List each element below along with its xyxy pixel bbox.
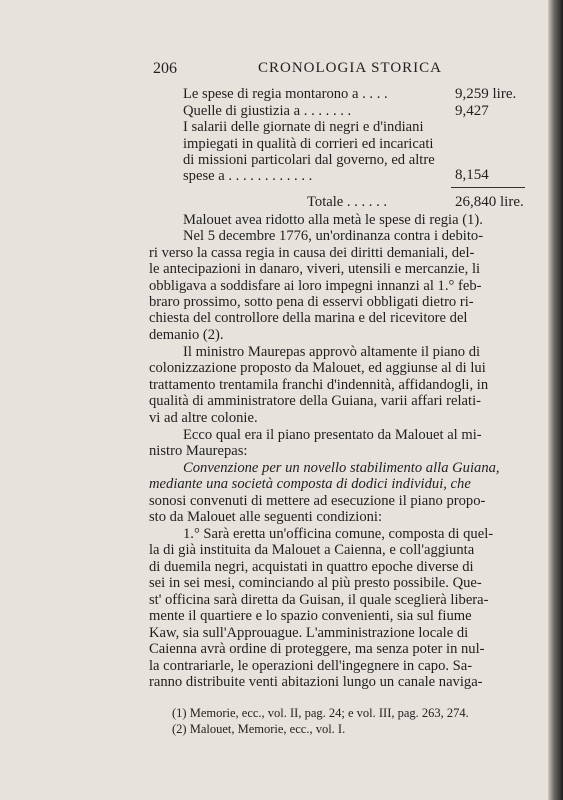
expense-amount: 9,259 lire.	[455, 86, 517, 102]
body-line: sei in sei mesi, cominciando al più presto possibile. Que-	[149, 575, 482, 591]
body-line: Kaw, sia sull'Approuague. L'amministrazione locale di	[149, 625, 469, 641]
sum-rule	[451, 187, 525, 188]
total-label: Totale . . . . . .	[307, 194, 388, 210]
body-line: colonizzazione proposto da Malouet, ed aggiunse al di lui	[149, 360, 486, 376]
body-line: ri verso la cassa regia in causa dei diritti demaniali, del-	[149, 245, 475, 261]
body-line: st' officina sarà diretta da Guisan, il quale sceglierà libera-	[149, 592, 489, 608]
body-line: braro prossimo, sotto pena di esservi obbligati dietro ri-	[149, 294, 474, 310]
expense-label: I salarii delle giornate di negri e d'indiani	[183, 119, 424, 135]
body-line: di duemila negri, acquistati in quattro epoche diverse di	[149, 559, 474, 575]
body-line: obbligava a soddisfare ai loro impegni innanzi al 1.° feb-	[149, 278, 482, 294]
expense-label: Le spese di regia montarono a . . . .	[183, 86, 388, 102]
body-line: mente il quartiere e lo spazio convenienti, sia sul fiume	[149, 608, 472, 624]
body-line: trattamento trentamila franchi d'indennità, affidandogli, in	[149, 377, 489, 393]
body-line-italic	[149, 476, 471, 492]
body-line: Il ministro Maurepas approvò altamente il piano di	[183, 344, 481, 360]
body-line: la contrariarle, le operazioni dell'ingegnere in capo. Sa-	[149, 658, 473, 674]
expense-amount: 9,427	[455, 103, 489, 119]
convention-title-cont: mediante una società composta di dodici individui, che	[149, 476, 471, 492]
body-line: sonosi convenuti di mettere ad esecuzione il piano propo-	[149, 493, 486, 509]
body-line: le antecipazioni in danaro, viveri, utensili e mercanzie, li	[149, 261, 481, 277]
running-title: CRONOLOGIA STORICA	[258, 60, 442, 76]
expense-amount: 8,154	[455, 167, 489, 183]
body-line: la di già instituita da Malouet a Caienna, e coll'aggiunta	[149, 542, 475, 558]
body-line: qualità di amministratore della Guiana, varii affari relati-	[149, 393, 482, 409]
body-line: 1.° Sarà eretta un'officina comune, composta di quel-	[183, 526, 494, 542]
expense-label: spese a . . . . . . . . . . . .	[183, 168, 313, 184]
footnote: (2) Malouet, Memorie, ecc., vol. I.	[172, 722, 346, 736]
body-line: Caienna avrà ordine di proteggere, ma senza poter in nul-	[149, 641, 485, 657]
expense-label: impiegati in qualità di corrieri ed incaricati	[183, 136, 434, 152]
total-amount: 26,840 lire.	[455, 194, 524, 210]
body-line: Nel 5 decembre 1776, un'ordinanza contra i debito-	[183, 228, 484, 244]
body-line: sto da Malouet alle seguenti condizioni:	[149, 509, 383, 525]
book-spine-shadow	[548, 0, 563, 800]
body-line: demanio (2).	[149, 327, 224, 343]
expense-label: di missioni particolari dal governo, ed altre	[183, 152, 435, 168]
body-line: ranno distribuite venti abitazioni lungo un canale naviga-	[149, 674, 483, 690]
convention-title: Convenzione per un novello stabilimento alla Guiana,	[183, 460, 500, 476]
body-line: vi ad altre colonie.	[149, 410, 258, 426]
expense-label: Quelle di giustizia a . . . . . . .	[183, 103, 352, 119]
body-line: nistro Maurepas:	[149, 443, 248, 459]
body-line: Ecco qual era il piano presentato da Malouet al mi-	[183, 427, 482, 443]
body-line: chiesta del controllore della marina e del ricevitore del	[149, 310, 468, 326]
footnote: (1) Memorie, ecc., vol. II, pag. 24; e vol. III, pag. 263, 274.	[172, 706, 469, 720]
body-line-italic	[183, 460, 500, 476]
body-line: Malouet avea ridotto alla metà le spese di regia (1).	[183, 212, 483, 228]
page-number: 206	[153, 60, 177, 77]
